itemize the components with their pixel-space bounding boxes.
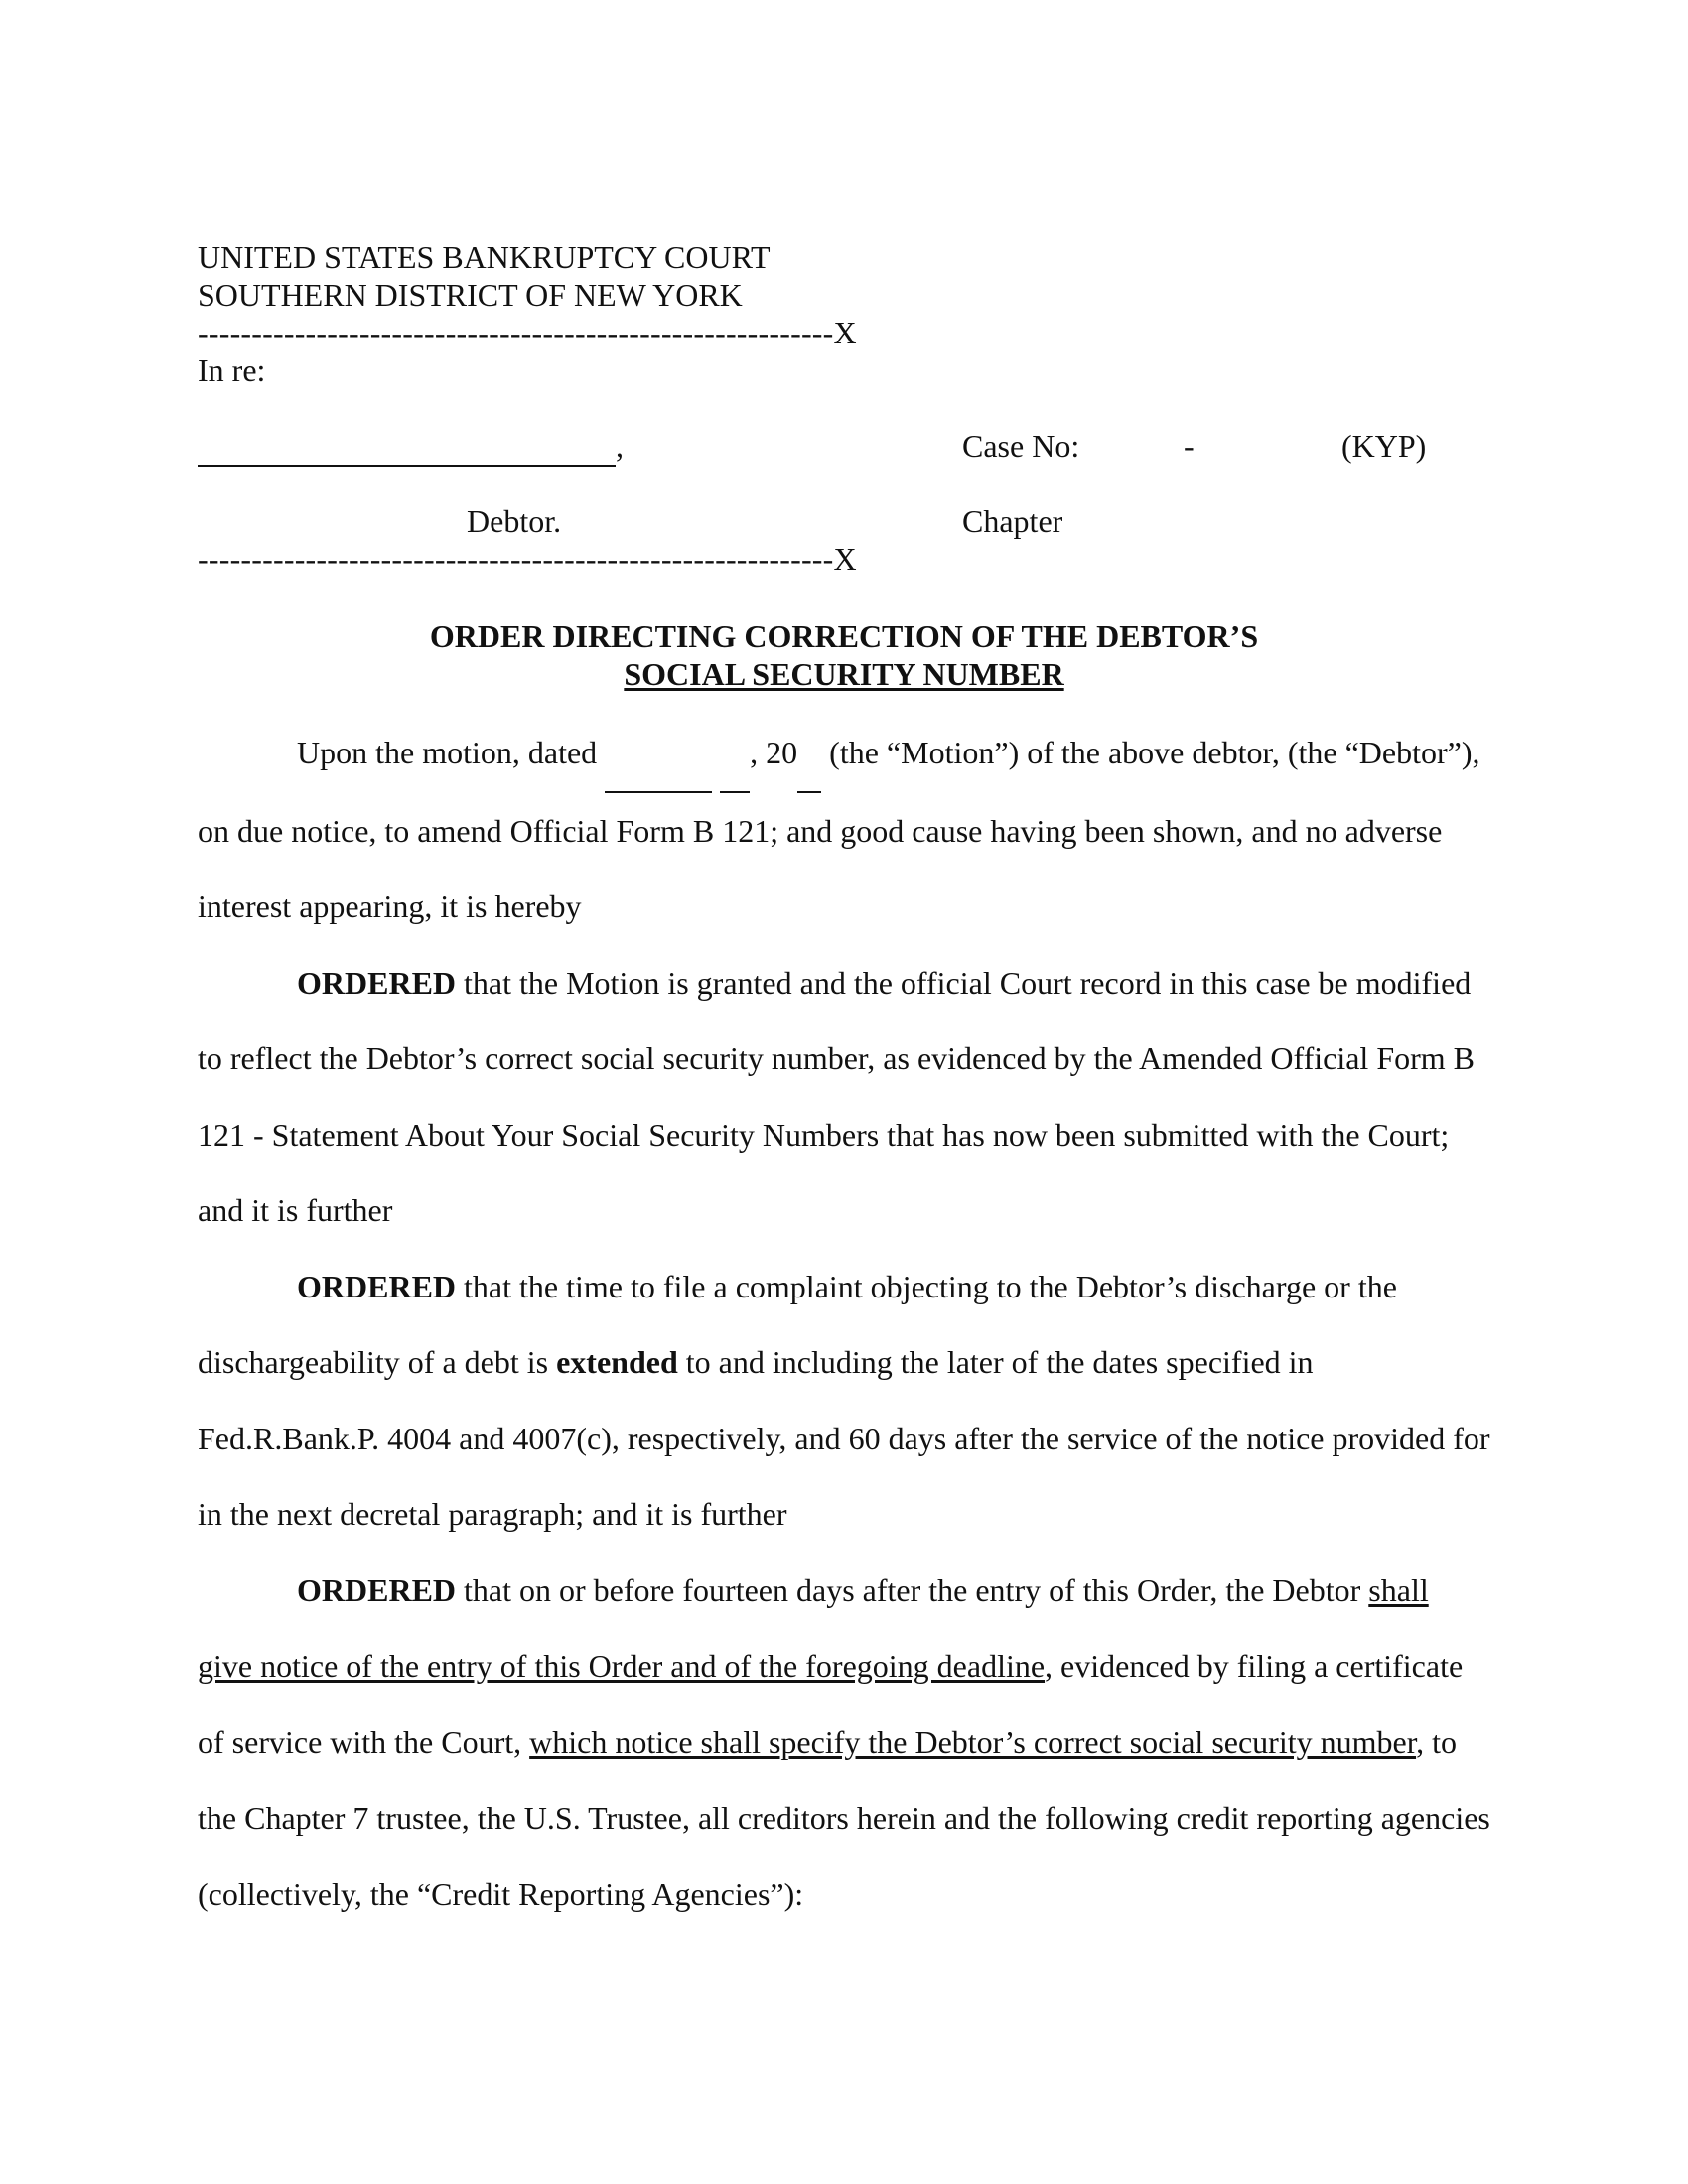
judge-initials: (KYP) [1341,428,1427,464]
ordered-keyword: ORDERED [297,964,457,1001]
recital-text-a: Upon the motion, dated [297,735,598,770]
recital-text-b: , 20 [750,735,798,770]
caption-separator-top: -----------------------------------------------------------X [198,315,857,350]
paragraph-ordered-3 [198,1553,1490,1933]
caption-separator-bottom: -----------------------------------------------------------X [198,541,857,577]
paragraph-recital [198,715,1490,945]
order-body [198,715,1490,1932]
court-name-line1: UNITED STATES BANKRUPTCY COURT [198,239,771,275]
debtor-comma: , [616,428,624,464]
ordered-2-text-a: that the time to file a complaint objecting to the Debtor’s discharge or the dischargeability of a debt is [198,1268,1397,1380]
extended-keyword: extended [556,1344,678,1380]
debtor-name-blank [198,427,616,467]
in-re-label: In re: [198,352,266,388]
ordered-keyword: ORDERED [297,1571,457,1608]
debtor-label: Debtor. [467,503,562,539]
order-title-underlined: SOCIAL SECURITY NUMBER [624,656,1064,692]
ordered-3-text-b: , evidenced by filing a certificate of service with the Court, [198,1648,1464,1760]
paragraph-ordered-2 [198,1249,1490,1553]
chapter-label: Chapter [962,503,1063,539]
ordered-1-text: that the Motion is granted and the official Court record in this case be modified to reflect the Debtor’s correct social security number, as evidenced by the Amended Official Form B 121 - Statement About Your Social Security Numbers that has now been submitted with the Court; and it is further [198,964,1475,1228]
order-title-line1: ORDER DIRECTING CORRECTION OF THE DEBTOR’S [429,618,1259,654]
case-no-label: Case No: [962,428,1080,464]
ordered-3-underline-1: shall give notice of the entry of this Order and of the foregoing deadline [198,1571,1429,1684]
ordered-3-underline-2: which notice shall specify the Debtor’s correct social security number [529,1723,1417,1760]
order-title-line2 [198,655,1490,693]
ordered-3-text-c: , to the Chapter 7 trustee, the U.S. Trustee, all creditors herein and the following credit reporting agencies (collectively, the “Credit Reporting Agencies”): [198,1723,1490,1912]
paragraph-ordered-1 [198,945,1490,1249]
ordered-3-text-a: that on or before fourteen days after the entry of this Order, the Debtor [456,1571,1369,1608]
date-blank-year [797,715,821,793]
date-blank-day [720,715,750,793]
court-name-line2: SOUTHERN DISTRICT OF NEW YORK [198,277,743,313]
date-blank-month [605,715,712,793]
ordered-2-text-b: to and including the later of the dates specified in Fed.R.Bank.P. 4004 and 4007(c), respectively, and 60 days after the service of the notice provided for in the next decretal paragraph; and it is further [198,1344,1490,1532]
recital-text-c: (the “Motion”) of the above debtor, (the “Debtor”), on due notice, to amend Official Form B 121; and good cause having been shown, and no adverse interest appearing, it is hereby [198,735,1480,924]
debtor-name-line [198,427,624,467]
ordered-keyword: ORDERED [297,1268,457,1304]
case-no-dash: - [1184,428,1195,464]
